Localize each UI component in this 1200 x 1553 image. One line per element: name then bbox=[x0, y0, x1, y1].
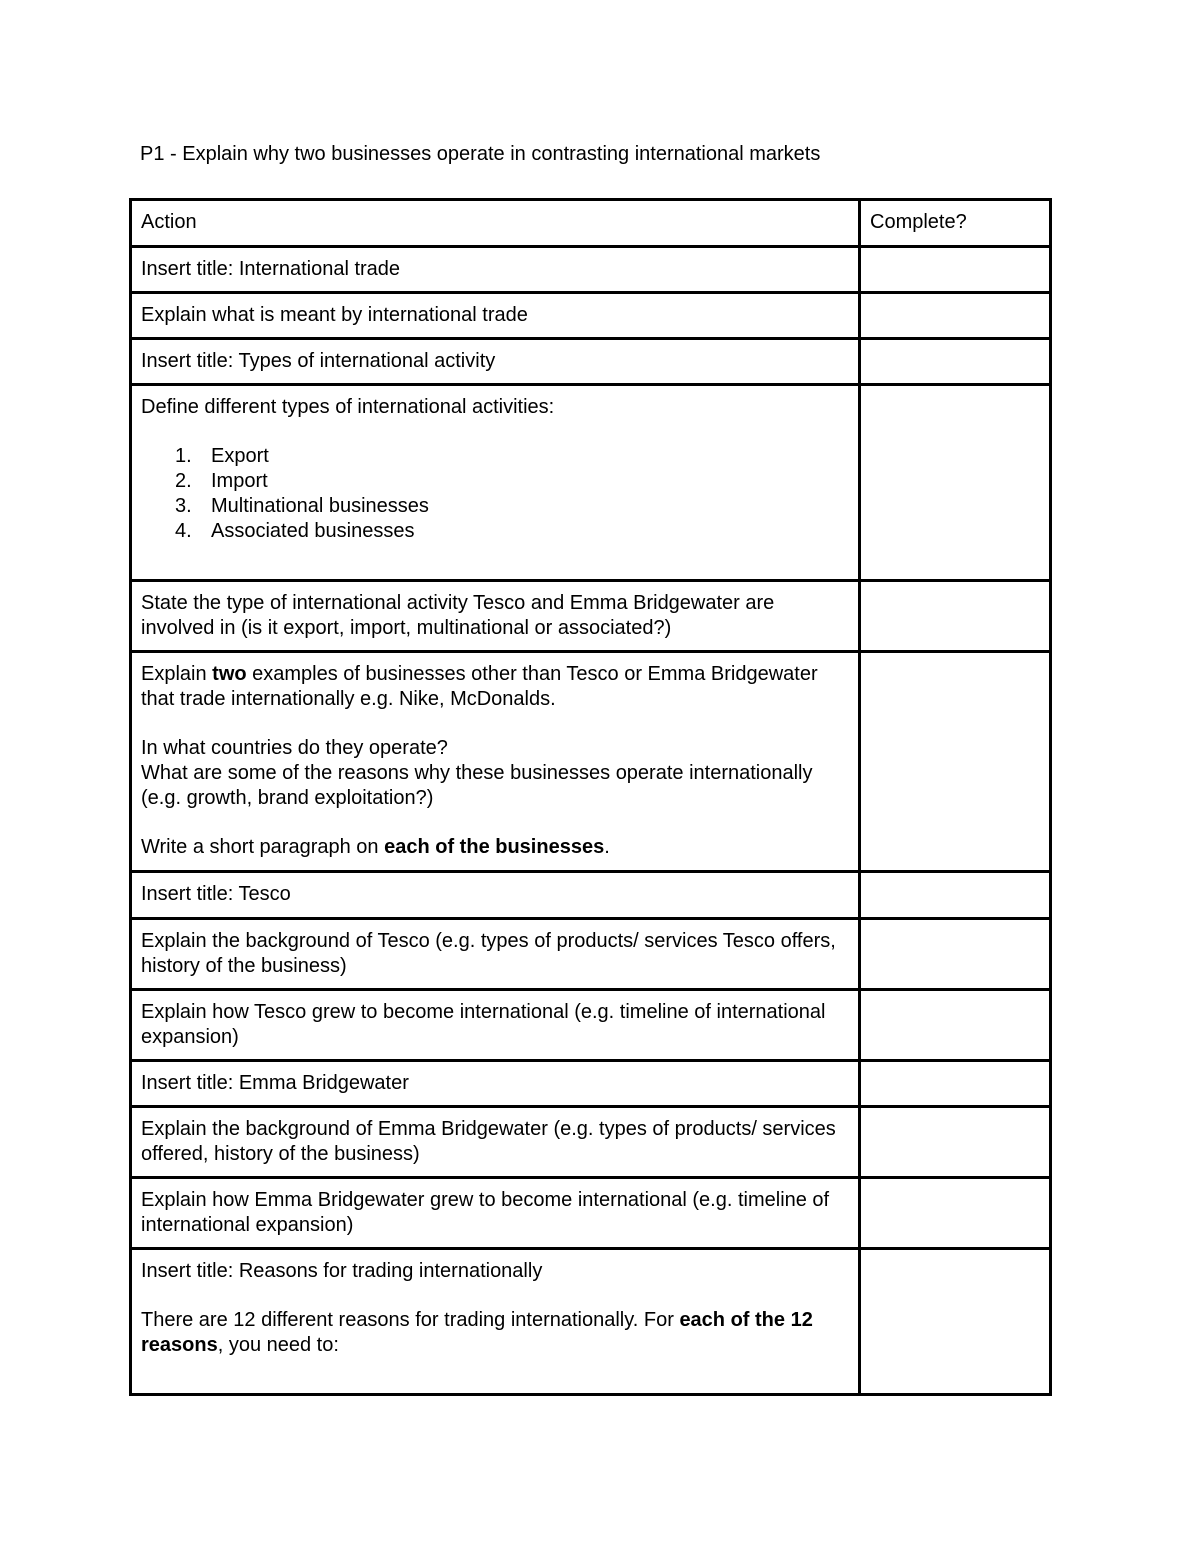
table-row bbox=[131, 990, 1051, 1061]
page-title: P1 - Explain why two businesses operate in contrasting international markets bbox=[140, 143, 821, 165]
action-cell bbox=[131, 652, 860, 872]
complete-cell[interactable] bbox=[860, 872, 1051, 919]
action-cell: Explain how Emma Bridgewater grew to become international (e.g. timeline of international expansion) bbox=[131, 1178, 860, 1249]
list-item: 2. Import bbox=[175, 470, 268, 492]
table-row bbox=[131, 339, 1051, 385]
table-row bbox=[131, 1107, 1051, 1178]
paragraph: There are 12 different reasons for trading internationally. For each of the 12 reasons, you need to: bbox=[141, 1309, 813, 1356]
paragraph: In what countries do they operate? bbox=[141, 737, 448, 759]
paragraph: Explain two examples of businesses other than Tesco or Emma Bridgewater that trade internationally e.g. Nike, McDonalds. bbox=[141, 663, 818, 710]
complete-cell[interactable] bbox=[860, 339, 1051, 385]
action-cell: Insert title: Emma Bridgewater bbox=[131, 1061, 860, 1107]
action-cell: State the type of international activity Tesco and Emma Bridgewater are involved in (is it export, import, multinational or associated?) bbox=[131, 581, 860, 652]
action-cell bbox=[131, 385, 860, 581]
action-cell: Insert title: Tesco bbox=[131, 872, 860, 919]
action-cell: Explain the background of Tesco (e.g. types of products/ services Tesco offers, history of the business) bbox=[131, 919, 860, 990]
complete-cell[interactable] bbox=[860, 247, 1051, 293]
complete-cell[interactable] bbox=[860, 1107, 1051, 1178]
action-cell bbox=[131, 1249, 860, 1395]
list-intro: Define different types of international activities: bbox=[141, 396, 555, 418]
list-item: 3. Multinational businesses bbox=[175, 495, 429, 517]
complete-cell[interactable] bbox=[860, 1249, 1051, 1395]
table-row bbox=[131, 247, 1051, 293]
table-row bbox=[131, 919, 1051, 990]
complete-cell[interactable] bbox=[860, 919, 1051, 990]
table-row bbox=[131, 293, 1051, 339]
complete-cell[interactable] bbox=[860, 385, 1051, 581]
header-complete: Complete? bbox=[860, 200, 1051, 247]
paragraph: Insert title: Reasons for trading internationally bbox=[141, 1260, 543, 1282]
complete-cell[interactable] bbox=[860, 1061, 1051, 1107]
table-row bbox=[131, 652, 1051, 872]
paragraph: What are some of the reasons why these businesses operate internationally (e.g. growth, brand exploitation?) bbox=[141, 762, 813, 809]
table-row bbox=[131, 1249, 1051, 1395]
table-header-row bbox=[131, 200, 1051, 247]
paragraph: Write a short paragraph on each of the businesses. bbox=[141, 836, 610, 858]
complete-cell[interactable] bbox=[860, 581, 1051, 652]
table-row bbox=[131, 872, 1051, 919]
table-row bbox=[131, 1061, 1051, 1107]
list-item: 1. Export bbox=[175, 445, 269, 467]
table-row bbox=[131, 1178, 1051, 1249]
list-item: 4. Associated businesses bbox=[175, 520, 415, 542]
action-cell: Explain the background of Emma Bridgewater (e.g. types of products/ services offered, history of the business) bbox=[131, 1107, 860, 1178]
action-cell: Insert title: International trade bbox=[131, 247, 860, 293]
complete-cell[interactable] bbox=[860, 1178, 1051, 1249]
complete-cell[interactable] bbox=[860, 990, 1051, 1061]
action-cell: Insert title: Types of international activity bbox=[131, 339, 860, 385]
table-row bbox=[131, 581, 1051, 652]
complete-cell[interactable] bbox=[860, 293, 1051, 339]
action-cell: Explain how Tesco grew to become international (e.g. timeline of international expansion) bbox=[131, 990, 860, 1061]
checklist-table bbox=[129, 198, 1052, 1396]
table-row bbox=[131, 385, 1051, 581]
header-action: Action bbox=[131, 200, 860, 247]
complete-cell[interactable] bbox=[860, 652, 1051, 872]
action-cell: Explain what is meant by international trade bbox=[131, 293, 860, 339]
activity-list bbox=[141, 444, 850, 544]
